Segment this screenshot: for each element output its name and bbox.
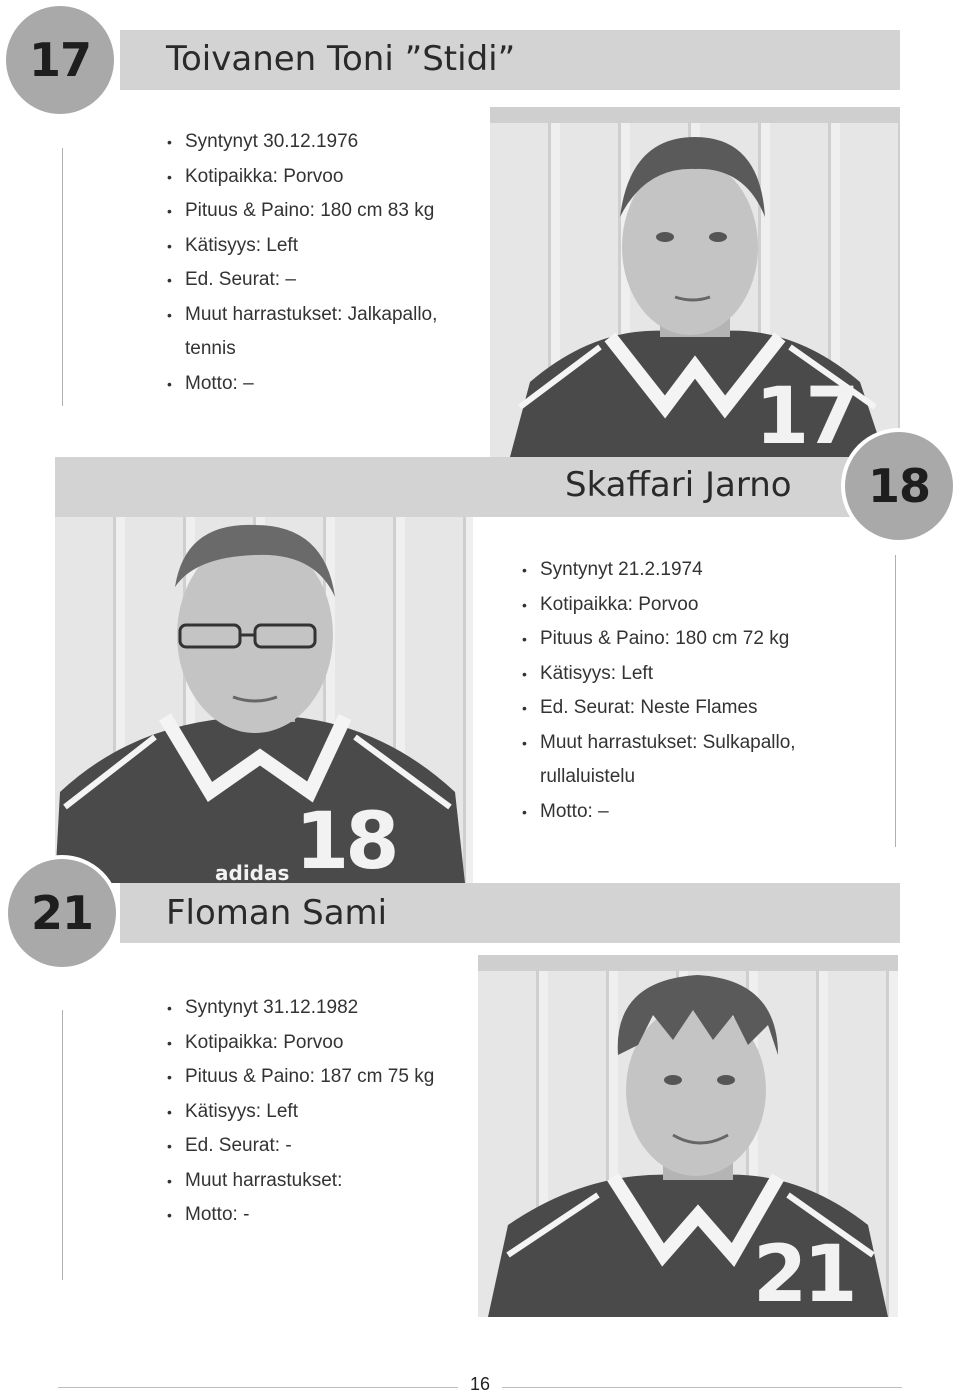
- page-number: 16: [469, 1374, 491, 1394]
- fact-former-clubs: • Ed. Seurat: –: [167, 263, 467, 298]
- jersey-number-18: 18: [295, 797, 396, 883]
- player-photo-21: [478, 955, 898, 1317]
- fact-motto: • Motto: –: [522, 795, 822, 830]
- number-circle-18: 18: [841, 428, 957, 544]
- fact-hometown: • Kotipaikka: Porvoo: [167, 1026, 467, 1061]
- fact-hobbies: • Muut harrastukset: Jalkapallo, tennis: [167, 298, 467, 367]
- footer-rule-right: [502, 1387, 902, 1388]
- player-photo-18: [55, 517, 473, 883]
- fact-height-weight: • Pituus & Paino: 180 cm 83 kg: [167, 194, 467, 229]
- fact-born: • Syntynyt 21.2.1974: [522, 553, 822, 588]
- player-name-21: Floman Sami: [166, 893, 388, 933]
- fact-handedness: • Kätisyys: Left: [522, 657, 822, 692]
- fact-former-clubs: • Ed. Seurat: Neste Flames: [522, 691, 822, 726]
- divider-18: [895, 555, 896, 847]
- facts-list-21: [167, 991, 467, 1233]
- fact-height-weight: • Pituus & Paino: 187 cm 75 kg: [167, 1060, 467, 1095]
- fact-motto: • Motto: –: [167, 367, 467, 402]
- fact-born: • Syntynyt 30.12.1976: [167, 125, 467, 160]
- footer-rule-left: [58, 1387, 458, 1388]
- fact-hobbies: • Muut harrastukset:: [167, 1164, 467, 1199]
- fact-former-clubs: • Ed. Seurat: -: [167, 1129, 467, 1164]
- shirt-brand-text: adidas: [215, 861, 290, 883]
- facts-list-17: [167, 125, 467, 401]
- fact-hometown: • Kotipaikka: Porvoo: [167, 160, 467, 195]
- number-circle-17: 17: [2, 2, 118, 118]
- jersey-number-17: 17: [755, 372, 856, 457]
- player-photo-17: [490, 107, 900, 457]
- fact-hobbies: • Muut harrastukset: Sulkapallo, rullaluistelu: [522, 726, 822, 795]
- jersey-number-21: 21: [753, 1230, 854, 1317]
- fact-handedness: • Kätisyys: Left: [167, 229, 467, 264]
- number-circle-21: 21: [4, 855, 120, 971]
- fact-born: • Syntynyt 31.12.1982: [167, 991, 467, 1026]
- divider-21: [62, 1010, 63, 1280]
- fact-hometown: • Kotipaikka: Porvoo: [522, 588, 822, 623]
- facts-list-18: [522, 553, 822, 829]
- player-name-18: Skaffari Jarno: [565, 465, 792, 505]
- player-name-17: Toivanen Toni ”Stidi”: [166, 39, 516, 79]
- divider-17: [62, 148, 63, 406]
- fact-height-weight: • Pituus & Paino: 180 cm 72 kg: [522, 622, 822, 657]
- fact-handedness: • Kätisyys: Left: [167, 1095, 467, 1130]
- fact-motto: • Motto: -: [167, 1198, 467, 1233]
